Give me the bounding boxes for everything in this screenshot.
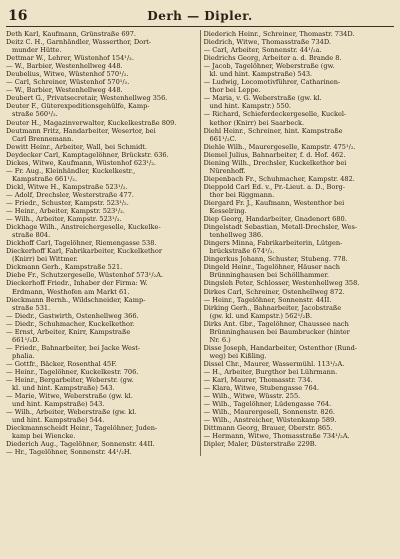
page-header (6, 8, 394, 27)
page-number: 16 (8, 8, 28, 24)
directory-entry: — Heinr., Tagelöhner, Kuckelkestr. 706. (6, 367, 139, 376)
directory-entry: Diehle Wilh., Maurergeselle, Kampstr. 475¹/₂. (203, 142, 356, 151)
directory-entry: Kesselring. (209, 207, 247, 216)
directory-entry: thor bei Riggmann. (209, 190, 275, 199)
directory-entry: — H., Arbeiter, Burgthor bei Lührmann. (203, 367, 338, 376)
directory-entry: Dingerkus Johann, Schuster, Stubeng. 778. (203, 255, 348, 264)
directory-entry: — Diedr., Gastwirth, Ostenhellweg 366. (6, 311, 139, 320)
directory-entry: Diedrichs Georg, Arbeiter a. d. Brande 8. (203, 54, 342, 63)
directory-entry: Dickhage Wilh., Anstreichergeselle, Kuckelke- (6, 223, 161, 232)
directory-entry: Dewitt Heinr., Arbeiter, Wall, bei Schmidt. (6, 142, 148, 151)
directory-entry: Dettmar W., Lehrer, Wüstenhof 154¹/₂. (6, 54, 134, 63)
directory-entry: Dickhoff Carl, Tagelöhner, Riemengasse 538. (6, 239, 157, 248)
directory-entry: Nürenhoff. (209, 166, 246, 175)
directory-entry: Dieckerhoff Friedr., Inhaber der Firma: W. (6, 279, 148, 288)
directory-entry: Kampstraße 661¹/₂. (12, 174, 78, 183)
directory-entry: — Wilh., Witwe, Wüsstr. 255. (203, 392, 301, 401)
directory-entry: Dieckerhoff Karl, Fabrikarbeiter, Kuckelkethor (6, 247, 163, 256)
directory-entry: — W., Barbier, Westenhellweg 448. (6, 62, 123, 71)
directory-entry: Dittmann Georg, Brauer, Oberstr. 865. (203, 424, 333, 433)
directory-entry: — Hermann, Witwe, Thomasstraße 734¹/₂A. (203, 432, 350, 441)
directory-entry: Dieppold Carl Ed. v., Pr.-Lieut. a. D., Borg- (203, 182, 345, 191)
directory-entry: und hint. Kampstraße) 543. (12, 400, 105, 409)
right-column (201, 30, 395, 456)
directory-entry: brückstraße 674¹/₂. (209, 247, 275, 256)
directory-entry: kl. und hint. Kampstraße) 543. (209, 70, 313, 79)
directory-entry: Deutmann Fritz, Handarbeiter, Wesertor, bei (6, 126, 156, 135)
directory-entry: — Jacob, Tagelöhner, Weberstraße (gw. (203, 62, 335, 71)
directory-entry: (Knirr) bei Wittmer. (12, 255, 78, 264)
directory-entry: — Ludwig, Locomotivführer, Catharinen- (203, 78, 341, 87)
directory-entry: Carl Brennemann. (12, 134, 74, 143)
directory-entry: — Carl, Schreiner, Wüstenhof 570¹/₂. (6, 78, 130, 87)
directory-entry: Dieckmann Bernh., Wildschneider, Kamp- (6, 295, 146, 304)
directory-entry: — Wilh., Anstreicher, Wüstenkamp 589. (203, 416, 337, 425)
directory-entry: — Ernst, Arbeiter, Knirr, Kampstraße (6, 327, 131, 336)
directory-entry: Deuter H., Magazinverwalter, Kuckelkestraße 809. (6, 118, 177, 127)
directory-entry: 661¹/₂D. (12, 335, 40, 344)
directory-entry: Disse Joseph, Handarbeiter, Ostenthor (Rund- (203, 343, 358, 352)
directory-entry: — Wilh., Arbeiter, Kampstr. 523¹/₂. (6, 215, 122, 224)
directory-entry: Deydecker Carl, Kamptagelöhner, Brückstr. 636. (6, 150, 169, 159)
directory-entry: Dipler, Maler, Düsterstraße 229B. (203, 440, 317, 449)
directory-entry: kl. und hint. Kampstraße) 543. (12, 384, 115, 393)
directory-entry: kethor (Knirr) bei Saarbeck. (209, 118, 305, 127)
directory-entry: Deubelius, Witwe, Wüstenhof 570¹/₂. (6, 70, 129, 79)
directory-entry: phalia. (12, 351, 35, 360)
directory-entry: kamp bei Wiencke. (12, 432, 76, 441)
directory-entry: — Wilh., Tagelöhner, Lüdengasse 764. (203, 400, 332, 409)
directory-entry: — Maria, v. G. Weberstraße (gw. kl. (203, 94, 322, 103)
directory-entry: — Heinr., Tagelöhner, Sonnenstr. 44II. (203, 295, 332, 304)
directory-entry: Deth Karl, Kaufmann, Grünstraße 697. (6, 30, 137, 38)
directory-entry: Diemel Julius, Bahnarbeiter, f. d. Hof. 462. (203, 150, 346, 159)
directory-entry: Diergard Fr. J., Kaufmann, Westenthor bei (203, 198, 345, 207)
directory-entry: (gw. kl. und Kampstr.) 562¹/₂B. (209, 311, 313, 320)
directory-entry: Dingeld Heinr., Tagelöhner, Häuser nach (203, 263, 341, 272)
directory-entry: Deitz C. H., Garnhändler, Wasserthor, Dort- (6, 38, 152, 47)
directory-entry: — W., Barbier, Westenhellweg 448. (6, 86, 123, 95)
directory-entry: — Gottfr., Bäcker, Rosenthal 45F. (6, 359, 117, 368)
directory-entry: Diedrich, Witwe, Thomasstraße 734D. (203, 38, 332, 47)
directory-entry: — Fr. Aug., Kleinhändler, Kuckelkestr., (6, 166, 136, 175)
directory-entry: — Klara, Witwe, Stubengasse 764. (203, 384, 319, 393)
directory-entry: Diebe Fr., Schutzergeselle, Wüstenhof 573¹/₂A. (6, 271, 164, 280)
directory-entry: Dingers Minna, Fabrikarbeiterin, Lütgen- (203, 239, 343, 248)
directory-entry: Brünninghausen bei Schöllhammer. (209, 271, 329, 280)
directory-entry: — Wilh., Maurergesell, Sonnenstr. 826. (203, 408, 336, 417)
left-column (6, 30, 201, 456)
directory-entry: Dickes, Witwe, Kaufmann, Wüstenhof 623¹/₂. (6, 158, 157, 167)
directory-entry: munder Hütte. (12, 46, 62, 55)
directory-entry: Diederich Heinr., Schreiner, Thomastr. 734D. (203, 30, 355, 38)
directory-entry: Deubert G., Privatsecretair, Westenhellweg 356. (6, 94, 168, 103)
directory-entry: — Heinr., Bergarbeiter, Weberstr. (gw. (6, 376, 134, 385)
directory-entry: Deuter F., Güterexpeditionsgehülfe, Kamp- (6, 102, 150, 111)
directory-entry: — Friedr., Bahnarbeiter, bei Jacke West- (6, 343, 141, 352)
directory-entry: und hint. Kampstraße) 544. (12, 416, 105, 425)
directory-entry: — Karl, Maurer, Thomasstr. 734. (203, 376, 313, 385)
directory-columns (6, 30, 394, 456)
directory-entry: Dingelstadt Sebastian, Metall-Drechsler, Wes- (203, 223, 358, 232)
directory-entry: Diehl Heinr., Schreiner, hint. Kampstraße (203, 126, 343, 135)
directory-entry: Dirkes Carl, Schreiner, Ostenhellweg 872. (203, 287, 345, 296)
directory-entry: straße 560¹/₂. (12, 110, 58, 119)
directory-entry: und hint. Kampstr.) 550. (209, 102, 291, 111)
directory-entry: — Adolf, Drechsler, Westerstraße 477. (6, 190, 134, 199)
directory-entry: Brünninghausen bei Baumbrucker (hinter (209, 327, 350, 336)
directory-entry: — Marie, Witwe, Weberstraße (gw. kl. (6, 392, 133, 401)
directory-entry: Diep Georg, Handarbeiter, Gnadenort 680. (203, 215, 347, 224)
directory-entry: Erdmann, Westhofen am Markt 61. (12, 287, 130, 296)
directory-entry: Diening Wilh., Drechsler, Kuckelkethor bei (203, 158, 347, 167)
directory-entry: — Hr., Tagelöhner, Sonnenstr. 44¹/₂H. (6, 448, 132, 457)
directory-entry: — Wilh., Arbeiter, Weberstraße (gw. kl. (6, 408, 137, 417)
directory-entry: — Friedr., Schuster, Kampstr. 523¹/₂. (6, 198, 129, 207)
directory-entry: straße 804. (12, 231, 51, 240)
directory-entry: Dirks Ant. Gbr., Tagelöhner, Chaussee nach (203, 319, 349, 328)
directory-entry: Dickl, Witwe H., Kampstraße 523¹/₂. (6, 182, 128, 191)
directory-entry: straße 531. (12, 303, 51, 312)
directory-entry: Diepenbach Fr., Schuhmacher, Kampstr. 482. (203, 174, 355, 183)
directory-entry: Dissel Chr., Maurer, Wassermühl. 113¹/₂A. (203, 359, 345, 368)
directory-entry: — Heinr., Arbeiter, Kampstr. 523¹/₂. (6, 207, 125, 216)
directory-entry: thor bei Leppe. (209, 86, 261, 95)
directory-entry: Dingsleh Peter, Schlosser, Westenhellweg 358. (203, 279, 360, 288)
directory-entry: — Carl, Arbeiter, Sonnenstr. 44¹/₂a. (203, 46, 322, 55)
directory-entry: Dieckmannscheidt Heinr., Tagelöhner, Juden- (6, 424, 158, 433)
running-title: Derh — Dipler. (147, 9, 253, 23)
directory-entry: — Diedr., Schuhmacher, Kuckelkethor. (6, 319, 135, 328)
directory-entry: tenhellweg 386. (209, 231, 264, 240)
directory-entry: Dickmann Gerh., Kampstraße 521. (6, 263, 123, 272)
directory-entry: weg) bei Kißling. (209, 351, 267, 360)
directory-entry: Dirking Gerh., Bahnarbeiter, Jacobstraße (203, 303, 342, 312)
directory-entry: 661¹/₂C. (209, 134, 237, 143)
directory-entry: Nr. 6.) (209, 335, 231, 344)
directory-entry: — Richard, Schieferdeckergeselle, Kuckel- (203, 110, 347, 119)
directory-entry: Diederich Aug., Tagelöhner, Sonnenstr. 44II. (6, 440, 155, 449)
